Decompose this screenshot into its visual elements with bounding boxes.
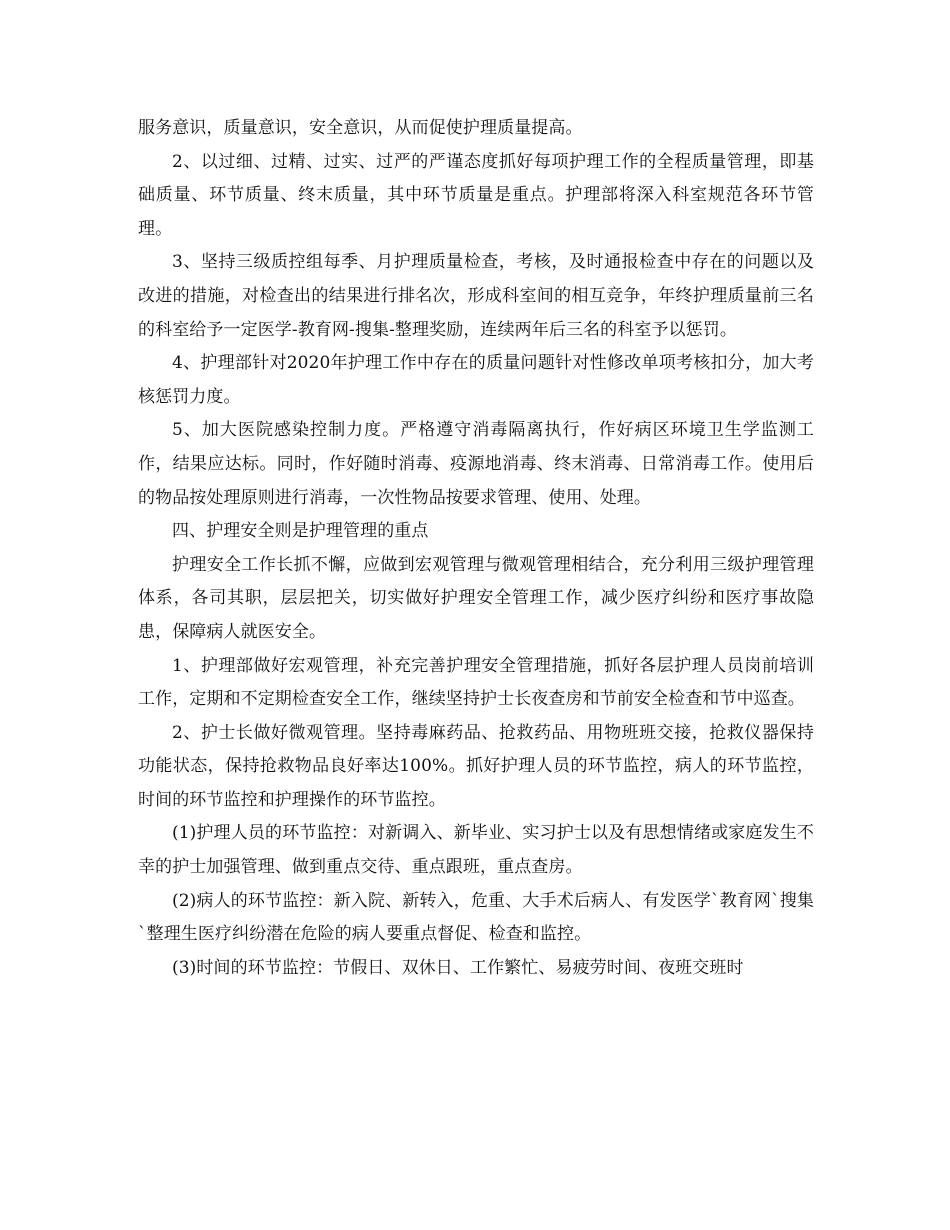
paragraph-item-3-quality-control: 3、坚持三级质控组每季、月护理质量检查，考核，及时通报检查中存在的问题以及改进的措施，对检查出的结果进行排名次，形成科室间的相互竞争，年终护理质量前三名的科室给予一定医学-教育网-搜集-整理奖励，连续两年后三名的科室予以惩罚。: [138, 252, 814, 340]
section-heading-nursing-safety: 四、护理安全则是护理管理的重点: [172, 521, 429, 542]
paragraph-item-2-quality-management: 2、以过细、过精、过实、过严的严谨态度抓好每项护理工作的全程质量管理，即基础质量、环节质量、终末质量，其中环节质量是重点。护理部将深入科室规范各环节管理。: [138, 151, 814, 239]
document-page: [138, 112, 814, 985]
paragraph-subitem-3-time-monitoring: (3)时间的环节监控：节假日、双休日、工作繁忙、易疲劳时间、夜班交班时: [172, 957, 744, 978]
paragraph-item-4-assessment: 4、护理部针对2020年护理工作中存在的质量问题针对性修改单项考核扣分，加大考核惩罚力度。: [138, 353, 814, 407]
paragraph-subitem-1-staff-monitoring: (1)护理人员的环节监控：对新调入、新毕业、实习护士以及有思想情绪或家庭发生不幸的护士加强管理、做到重点交待、重点跟班，重点查房。: [138, 823, 814, 878]
paragraph-item-1-macro-management: 1、护理部做好宏观管理，补充完善护理安全管理措施，抓好各层护理人员岗前培训工作，定期和不定期检查安全工作，继续坚持护士长夜查房和节前安全检查和节中巡查。: [138, 655, 814, 710]
paragraph-item-2-micro-management: 2、护士长做好微观管理。坚持毒麻药品、抢救药品、用物班班交接，抢救仪器保持功能状态，保持抢救物品良好率达100%。抓好护理人员的环节监控，病人的环节监控，时间的环节监控和护理操作的环节监控。: [138, 722, 814, 810]
paragraph-subitem-2-patient-monitoring: (2)病人的环节监控：新入院、新转入，危重、大手术后病人、有发医学`教育网`搜集`整理生医疗纠纷潜在危险的病人要重点督促、检查和监控。: [138, 890, 814, 945]
paragraph-service-awareness: 服务意识，质量意识，安全意识，从而促使护理质量提高。: [138, 118, 583, 138]
paragraph-safety-overview: 护理安全工作长抓不懈，应做到宏观管理与微观管理相结合，充分利用三级护理管理体系，各司其职，层层把关，切实做好护理安全管理工作，减少医疗纠纷和医疗事故隐患，保障病人就医安全。: [138, 554, 814, 642]
paragraph-item-5-infection-control: 5、加大医院感染控制力度。严格遵守消毒隔离执行，作好病区环境卫生学监测工作，结果应达标。同时，作好随时消毒、疫源地消毒、终末消毒、日常消毒工作。使用后的物品按处理原则进行消毒，一次性物品按要求管理、使用、处理。: [138, 420, 814, 508]
